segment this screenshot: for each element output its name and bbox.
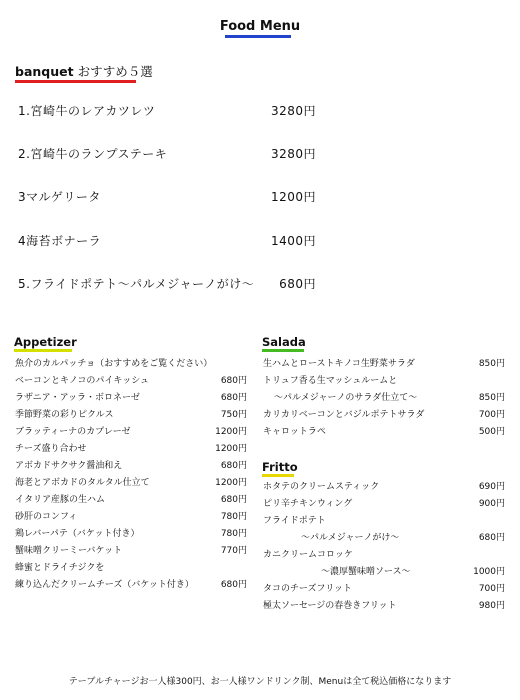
- item-price: 680円: [220, 461, 247, 471]
- fritto-item: [263, 496, 505, 513]
- footer-note: テーブルチャージお一人様300円、お一人様ワンドリンク制、Menuは全て税込価格になります: [68, 677, 452, 687]
- banquet-item-name: 4海苔ボナーラ: [18, 234, 102, 248]
- banquet-item-name: 5.フライドポテト〜パルメジャーノがけ〜: [18, 277, 255, 291]
- salada-item: [263, 390, 505, 407]
- item-name: ブラッティーナのカプレーゼ: [15, 427, 131, 437]
- item-name: イタリア産豚の生ハム: [15, 495, 106, 505]
- item-price: 980円: [478, 601, 505, 611]
- item-price: 700円: [478, 410, 505, 420]
- fritto-heading: Fritto: [262, 460, 298, 474]
- banquet-item-name: 3マルゲリータ: [18, 190, 101, 204]
- appetizer-item: [15, 526, 247, 543]
- banquet-item: [18, 188, 328, 208]
- item-name: チーズ盛り合わせ: [15, 444, 87, 454]
- item-price: 850円: [478, 359, 505, 369]
- item-price: 690円: [478, 482, 505, 492]
- banquet-item-name: 1.宮崎牛のレアカツレツ: [18, 104, 156, 118]
- salada-heading: Salada: [262, 335, 306, 349]
- item-price: 680円: [220, 495, 247, 505]
- fritto-item: [263, 513, 505, 530]
- item-name: 鶏レバーパテ（バケット付き）: [15, 529, 140, 539]
- item-name: 砂肝のコンフィ: [15, 512, 78, 522]
- fritto-item: [263, 479, 505, 496]
- item-price: 1200円: [215, 427, 247, 437]
- fritto-item: [263, 547, 505, 564]
- banquet-heading-rest: おすすめ５選: [73, 64, 153, 79]
- appetizer-item: [15, 373, 247, 390]
- item-price: 680円: [478, 533, 505, 543]
- banquet-item-price: 3280円: [270, 147, 316, 161]
- banquet-item-price: 1200円: [270, 190, 316, 204]
- item-price: 770円: [220, 546, 247, 556]
- banquet-item-name: 2.宮崎牛のランプステーキ: [18, 147, 168, 161]
- item-name: キャロットラペ: [263, 427, 326, 437]
- item-name: フライドポテト: [263, 516, 326, 526]
- item-price: 850円: [478, 393, 505, 403]
- menu-title: Food Menu: [219, 19, 301, 34]
- banquet-item: [18, 145, 328, 165]
- fritto-item: [263, 564, 505, 581]
- appetizer-item: [15, 560, 247, 577]
- item-price: 780円: [220, 512, 247, 522]
- salada-item: [263, 407, 505, 424]
- item-name: 魚介のカルパッチョ（おすすめをご覧ください）: [15, 359, 213, 369]
- item-name: 〜パルメジャーノのサラダ仕立て〜: [274, 393, 418, 403]
- banquet-item: [18, 275, 328, 295]
- fritto-item: [263, 530, 505, 547]
- banquet-underline: [15, 80, 136, 83]
- salada-item: [263, 356, 505, 373]
- item-name: タコのチーズフリット: [263, 584, 352, 594]
- item-price: 680円: [220, 393, 247, 403]
- salada-underline: [262, 349, 304, 352]
- appetizer-item: [15, 441, 247, 458]
- item-name: ラザニア・アッラ・ボロネーゼ: [15, 393, 140, 403]
- item-name: カニクリームコロッケ: [263, 550, 353, 560]
- item-name: カリカリベーコンとバジルポテトサラダ: [263, 410, 425, 420]
- appetizer-item: [15, 390, 247, 407]
- appetizer-item: [15, 509, 247, 526]
- item-name: ベーコンとキノコのパイキッシュ: [15, 376, 150, 386]
- item-name: 極太ソーセージの春巻きフリット: [263, 601, 397, 611]
- appetizer-item: [15, 577, 247, 594]
- item-name: トリュフ香る生マッシュルームと: [263, 376, 398, 386]
- banquet-item-price: 3280円: [270, 104, 316, 118]
- appetizer-heading: Appetizer: [14, 335, 77, 349]
- item-price: 700円: [478, 584, 505, 594]
- appetizer-item: [15, 458, 247, 475]
- fritto-item: [263, 598, 505, 615]
- item-name: 蜂蜜とドライチジクを: [15, 563, 105, 573]
- salada-item: [263, 373, 505, 390]
- item-name: アボカドサクサク醤油和え: [15, 461, 123, 471]
- item-price: 1200円: [215, 444, 247, 454]
- banquet-heading-bold: banquet: [15, 64, 74, 79]
- item-price: 1200円: [215, 478, 247, 488]
- banquet-heading: [15, 62, 153, 80]
- item-price: 780円: [220, 529, 247, 539]
- title-underline: [225, 35, 291, 38]
- item-name: 季節野菜の彩りピクルス: [15, 410, 114, 420]
- item-price: 680円: [220, 376, 247, 386]
- appetizer-item: [15, 356, 247, 373]
- item-name: 練り込んだクリームチーズ（バケット付き）: [15, 580, 194, 590]
- appetizer-item: [15, 543, 247, 560]
- item-price: 500円: [478, 427, 505, 437]
- item-price: 680円: [220, 580, 247, 590]
- item-price: 750円: [220, 410, 247, 420]
- appetizer-item: [15, 424, 247, 441]
- item-name: 〜パルメジャーノがけ〜: [301, 533, 400, 543]
- banquet-item-price: 1400円: [270, 234, 316, 248]
- item-price: 1000円: [473, 567, 505, 577]
- item-name: 海老とアボカドのタルタル仕立て: [15, 478, 150, 488]
- fritto-item: [263, 581, 505, 598]
- banquet-item-price: 680円: [279, 277, 316, 291]
- item-name: 蟹味噌クリーミーバケット: [15, 546, 123, 556]
- item-name: ホタテのクリームスティック: [263, 482, 380, 492]
- banquet-item: [18, 232, 328, 252]
- fritto-underline: [262, 474, 294, 477]
- item-name: 〜濃厚蟹味噌ソース〜: [321, 567, 411, 577]
- appetizer-item: [15, 475, 247, 492]
- salada-item: [263, 424, 505, 441]
- appetizer-item: [15, 407, 247, 424]
- appetizer-underline: [14, 349, 72, 352]
- item-name: ピリ辛チキンウィング: [263, 499, 353, 509]
- item-name: 生ハムとローストキノコ生野菜サラダ: [263, 359, 415, 369]
- item-price: 900円: [478, 499, 505, 509]
- appetizer-item: [15, 492, 247, 509]
- banquet-item: [18, 102, 328, 122]
